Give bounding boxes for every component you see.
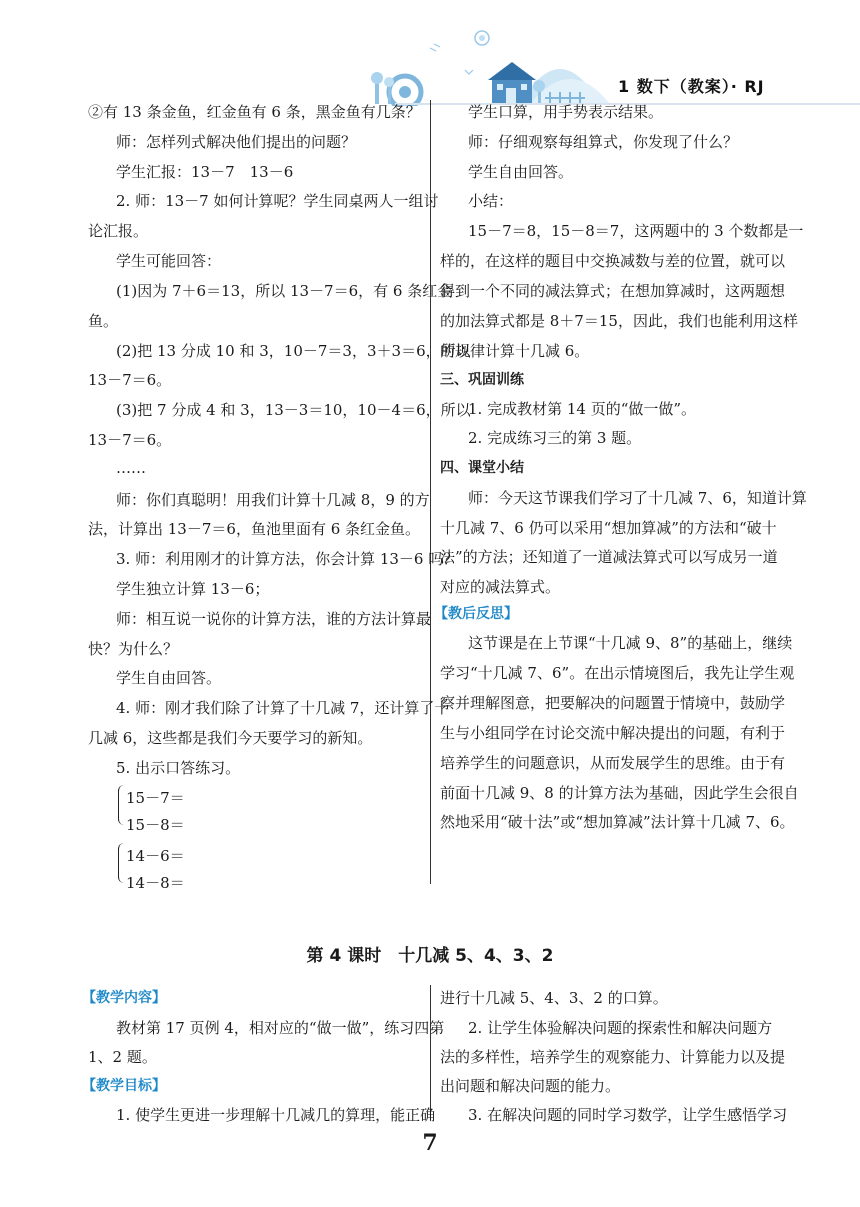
text-line: 对应的减法算式。 (440, 578, 561, 596)
text-line: 学生汇报：13－7 13－6 (116, 163, 294, 181)
text-line: 样的，在这样的题目中交换减数与差的位置，就可以 (440, 252, 786, 270)
text-line: 13－7＝6。 (88, 371, 172, 389)
text-line: (2)把 13 分成 10 和 3，10－7＝3，3＋3＝6，所以 (116, 342, 471, 360)
exercise-item: 15－8＝ (126, 816, 185, 834)
text-line: 快？为什么？ (88, 640, 179, 658)
exercise-item: 15－7＝ (126, 789, 185, 807)
text-line: 师：怎样列式解决他们提出的问题？ (116, 133, 357, 151)
text-line: 1、2 题。 (88, 1048, 157, 1066)
tag-heading: 【教后反思】 (434, 606, 518, 622)
text-line: 学习“十几减 7、6”。在出示情境图后，我先让学生观 (440, 664, 795, 682)
text-line: 的加法算式都是 8＋7＝15，因此，我们也能利用这样 (440, 312, 798, 330)
tag-heading: 【教学内容】 (82, 990, 166, 1006)
text-line: 学生自由回答。 (116, 669, 222, 687)
text-line: (3)把 7 分成 4 和 3，13－3＝10，10－4＝6，所以 (116, 401, 471, 419)
exercise-item: 14－6＝ (126, 847, 185, 865)
section-heading: 三、巩固训练 (440, 372, 524, 388)
text-line: 前面十几减 9、8 的计算方法为基础，因此学生会很自 (440, 784, 799, 802)
text-line: 3. 师：利用刚才的计算方法，你会计算 13－6 吗？ (116, 550, 459, 568)
text-line: 的规律计算十几减 6。 (440, 342, 590, 360)
text-line: (1)因为 7＋6＝13，所以 13－7＝6，有 6 条红金 (116, 282, 453, 300)
text-line: 法的多样性，培养学生的观察能力、计算能力以及提 (440, 1048, 786, 1066)
text-line: 2. 师：13－7 如何计算呢？学生同桌两人一组讨 (116, 192, 439, 210)
text-line: 教材第 17 页例 4，相对应的“做一做”，练习四第 (116, 1019, 445, 1037)
text-line: 1. 完成教材第 14 页的“做一做”。 (468, 400, 697, 418)
text-line: 学生口算，用手势表示结果。 (468, 103, 664, 121)
text-line: 十几减 7、6 仍可以采用“想加算减”的方法和“破十 (440, 519, 777, 537)
text-line: 2. 完成练习三的第 3 题。 (468, 429, 642, 447)
text-line: 然地采用“破十法”或“想加算减”法计算十几减 7、6。 (440, 813, 795, 831)
text-line: 3. 在解决问题的同时学习数学，让学生感悟学习 (468, 1106, 788, 1124)
text-line: 这节课是在上节课“十几减 9、8”的基础上，继续 (468, 634, 793, 652)
text-line: 鱼。 (88, 312, 119, 330)
tag-heading: 【教学目标】 (82, 1078, 166, 1094)
text-line: 法”的方法；还知道了一道减法算式可以写成另一道 (440, 548, 778, 566)
text-line: 法，计算出 13－7＝6，鱼池里面有 6 条红金鱼。 (88, 520, 421, 538)
text-line: 师：今天这节课我们学习了十几减 7、6，知道计算 (468, 489, 807, 507)
text-line: 师：你们真聪明！用我们计算十几减 8，9 的方 (116, 491, 430, 509)
text-line: 师：相互说一说你的计算方法，谁的方法计算最 (116, 610, 432, 628)
section-heading: 四、课堂小结 (440, 460, 524, 476)
text-line: …… (116, 459, 146, 477)
text-line: 4. 师：刚才我们除了计算了十几减 7，还计算了十 (116, 699, 450, 717)
text-line: 几减 6，这些都是我们今天要学习的新知。 (88, 729, 373, 747)
page-number: 7 (422, 1130, 438, 1156)
column-divider (430, 100, 431, 884)
text-line: 得到一个不同的减法算式；在想加算减时，这两题想 (440, 282, 786, 300)
text-line: 论汇报。 (88, 222, 149, 240)
text-line: 15－7＝8，15－8＝7，这两题中的 3 个数都是一 (468, 222, 804, 240)
header-label: 1 数下（教案）· RJ (618, 77, 765, 96)
text-line: 师：仔细观察每组算式，你发现了什么？ (468, 133, 739, 151)
lesson-title: 第 4 课时 十几减 5、4、3、2 (306, 946, 554, 966)
text-line: 生与小组同学在讨论交流中解决提出的问题，有利于 (440, 724, 786, 742)
text-line: 培养学生的问题意识，从而发展学生的思维。由于有 (440, 754, 786, 772)
text-line: 13－7＝6。 (88, 431, 172, 449)
text-line: 1. 使学生更进一步理解十几减几的算理，能正确 (116, 1106, 436, 1124)
text-line: 察并理解图意，把要解决的问题置于情境中，鼓励学 (440, 694, 786, 712)
column-divider-bottom (430, 985, 431, 1120)
text-line: 小结： (468, 192, 514, 210)
text-line: 进行十几减 5、4、3、2 的口算。 (440, 989, 668, 1007)
text-line: 2. 让学生体验解决问题的探索性和解决问题方 (468, 1019, 773, 1037)
text-line: 学生可能回答： (116, 252, 222, 270)
text-line: 学生独立计算 13－6； (116, 580, 270, 598)
header-illustration (370, 14, 610, 106)
text-line: 出问题和解决问题的能力。 (440, 1077, 621, 1095)
exercise-item: 14－8＝ (126, 874, 185, 892)
text-line: 5. 出示口答练习。 (116, 759, 241, 777)
text-line: 学生自由回答。 (468, 163, 574, 181)
text-line: ②有 13 条金鱼，红金鱼有 6 条，黑金鱼有几条？ (88, 103, 421, 121)
